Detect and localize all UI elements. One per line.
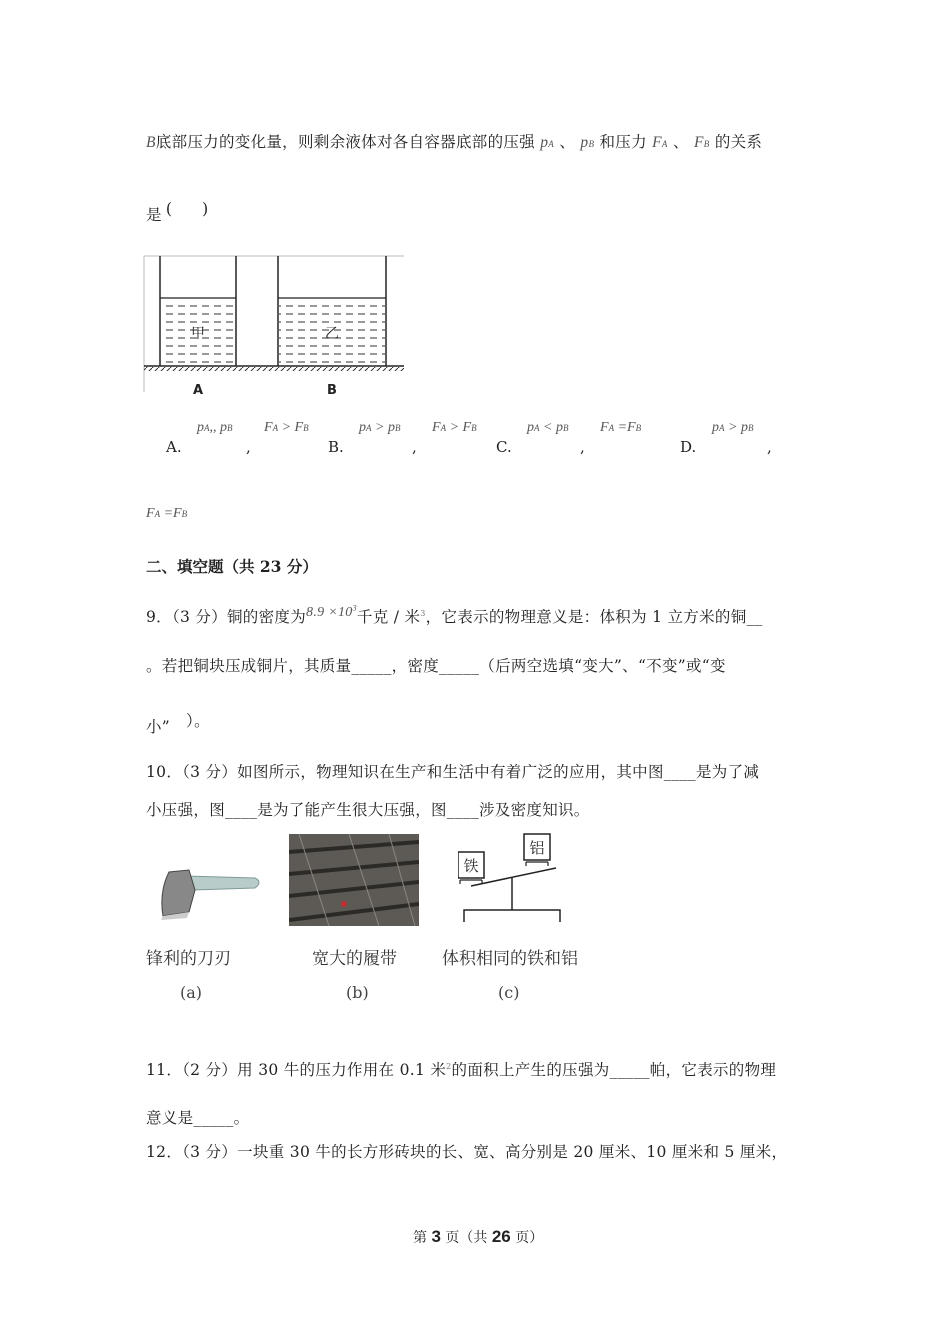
q8-line1: B底部压力的变化量，则剩余液体对各自容器底部的压强 pA 、 pB 和压力 FA 、 FB 的关系 (146, 133, 763, 151)
option-a-label: A. (166, 438, 182, 456)
base-label-b: B (327, 383, 337, 398)
option-a-f: FA > FB (264, 420, 309, 435)
caption-c: 体积相同的铁和铝 (442, 949, 578, 969)
option-c-p: pA < pB (527, 420, 569, 435)
option-c-f: FA =FB (600, 420, 642, 435)
q9-line3: 小” ）。 (146, 712, 210, 736)
var-b: B (146, 134, 156, 151)
option-b-f: FA > FB (432, 420, 477, 435)
q10-line2: 小压强，图____是为了能产生很大压强，图____涉及密度知识。 (146, 801, 590, 819)
q8-line2: 是 ( ) (146, 200, 209, 224)
label-c: (c) (498, 983, 520, 1002)
label-jia: 甲 (191, 326, 205, 342)
q9-line2: 。若把铜块压成铜片，其质量_____，密度_____（后两空选填“变大”、“不变”或“变 (146, 657, 726, 675)
option-b-p: pA > pB (359, 420, 401, 435)
option-d-label: D. (680, 438, 697, 456)
label-yi: 乙 (325, 326, 339, 342)
balance-image (458, 830, 578, 925)
option-b-label: B. (328, 438, 344, 456)
label-b: (b) (346, 983, 369, 1002)
q10-line1: 10．（3 分）如图所示，物理知识在生产和生活中有着广泛的应用，其中图____是为了减 (146, 763, 760, 781)
caption-b: 宽大的履带 (312, 949, 397, 969)
base-label-a: A (192, 383, 204, 398)
axe-image (155, 862, 265, 922)
q9-line1: 9．（3 分）铜的密度为$8.9 \times 10^3$千克 / 米$^3$，它表示的物理意义是：体积为 1 立方米的铜__ (146, 603, 763, 626)
q11-line2: 意义是_____。 (146, 1109, 250, 1127)
option-d-p: pA > pB (712, 420, 754, 435)
option-a-p: pA,, pB (197, 420, 233, 435)
option-c-label: C. (496, 438, 512, 456)
q12-line1: 12．（3 分）一块重 30 牛的长方形砖块的长、宽、高分别是 20 厘米、10 厘米和 5 厘米， (146, 1143, 788, 1161)
label-a: (a) (180, 983, 203, 1002)
option-d-f: FA =FB (146, 506, 188, 521)
box-iron: 铁 (463, 857, 479, 875)
track-photo (289, 834, 419, 926)
box-aluminum: 铝 (529, 839, 545, 857)
section-title: 二、填空题（共 23 分） (146, 557, 318, 576)
page-footer: 第 3 页（共 26 页） (413, 1227, 544, 1246)
q11-line1: 11．（2 分）用 30 牛的压力作用在 0.1 米$^2$的面积上产生的压强为_____帕，它表示的物理 (146, 1061, 777, 1079)
caption-a: 锋利的刀刃 (146, 949, 231, 969)
containers-figure (140, 254, 410, 404)
